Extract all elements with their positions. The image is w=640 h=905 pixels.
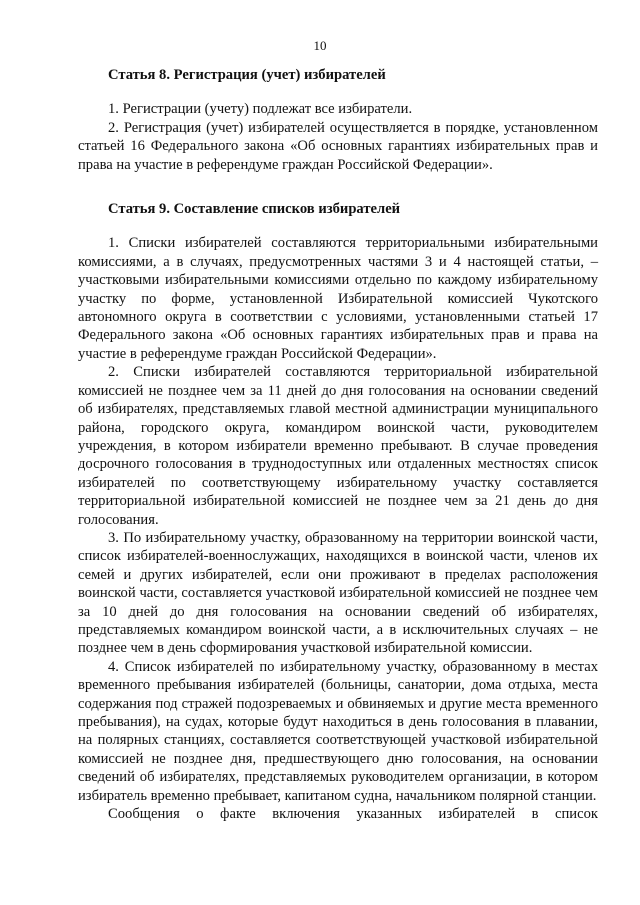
article-9-paragraph-3: 3. По избирательному участку, образованному на территории воинской части, список избирателей-военнослужащих, находящихся в воинской части, членов их семей и других избирателей, если они проживают в пределах расположения воинской части, составляется участковой избирательной комиссией не позднее чем за 10 дней до дня голосования на основании сведений об избирателях, представляемых командиром воинской части, а в исключительных случаях – не позднее чем в день сформирования участковой избирательной комиссии. [78, 529, 598, 657]
article-9-paragraph-1: 1. Списки избирателей составляются территориальными избирательными комиссиями, а в случаях, предусмотренных частями 3 и 4 настоящей статьи, – участковыми избирательными комиссиями отдельно по каждому избирательному участку по форме, установленной Избирательной комиссией Чукотского автономного округа в соответствии с условиями, установленными статьей 17 Федерального закона «Об основных гарантиях избирательных прав и права на участие в референдуме граждан Российской Федерации». [78, 235, 598, 362]
article-9-paragraph-4: 4. Список избирателей по избирательному участку, образованному в местах временного пребывания избирателей (больницы, санатории, дома отдыха, места содержания под стражей подозреваемых и обвиняемых и другие места временного пребывания), на судах, которые будут находиться в день голосования в плавании, на полярных станциях, составляется соответствующей участковой избирательной комиссией не позднее дня, предшествующего дню голосования, на основании сведений об избирателях, представляемых руководителем организации, в котором избиратель временно пребывает, капитаном судна, начальником полярной станции. [78, 658, 598, 804]
article-8-paragraph-2: 2. Регистрация (учет) избирателей осуществляется в порядке, установленном статьей 16 Федерального закона «Об основных гарантиях избирательных прав и права на участие в референдуме граждан Российской Федерации». [78, 119, 598, 173]
article-9-heading: Статья 9. Составление списков избирателей [108, 201, 401, 218]
article-9-paragraph-2: 2. Списки избирателей составляются территориальной избирательной комиссией не позднее чем за 11 дней до дня голосования на основании сведений об избирателях, представляемых главой местной администрации муниципального района, городского округа, командиром воинской части, руководителем учреждения, в котором избиратели временно пребывают. В случае проведения досрочного голосования в труднодоступных или отдаленных местностях список избирателей по соответствующему избирательному участку составляется территориальной избирательной комиссией не позднее чем за 21 день до дня голосования. [78, 364, 598, 528]
article-8-paragraph-1: 1. Регистрации (учету) подлежат все избиратели. [108, 101, 413, 118]
document-body [78, 66, 598, 823]
article-9-paragraph-5: Сообщения о факте включения указанных избирателей в список [108, 806, 598, 823]
article-8-heading: Статья 8. Регистрация (учет) избирателей [108, 67, 386, 83]
page-number: 10 [313, 38, 327, 53]
